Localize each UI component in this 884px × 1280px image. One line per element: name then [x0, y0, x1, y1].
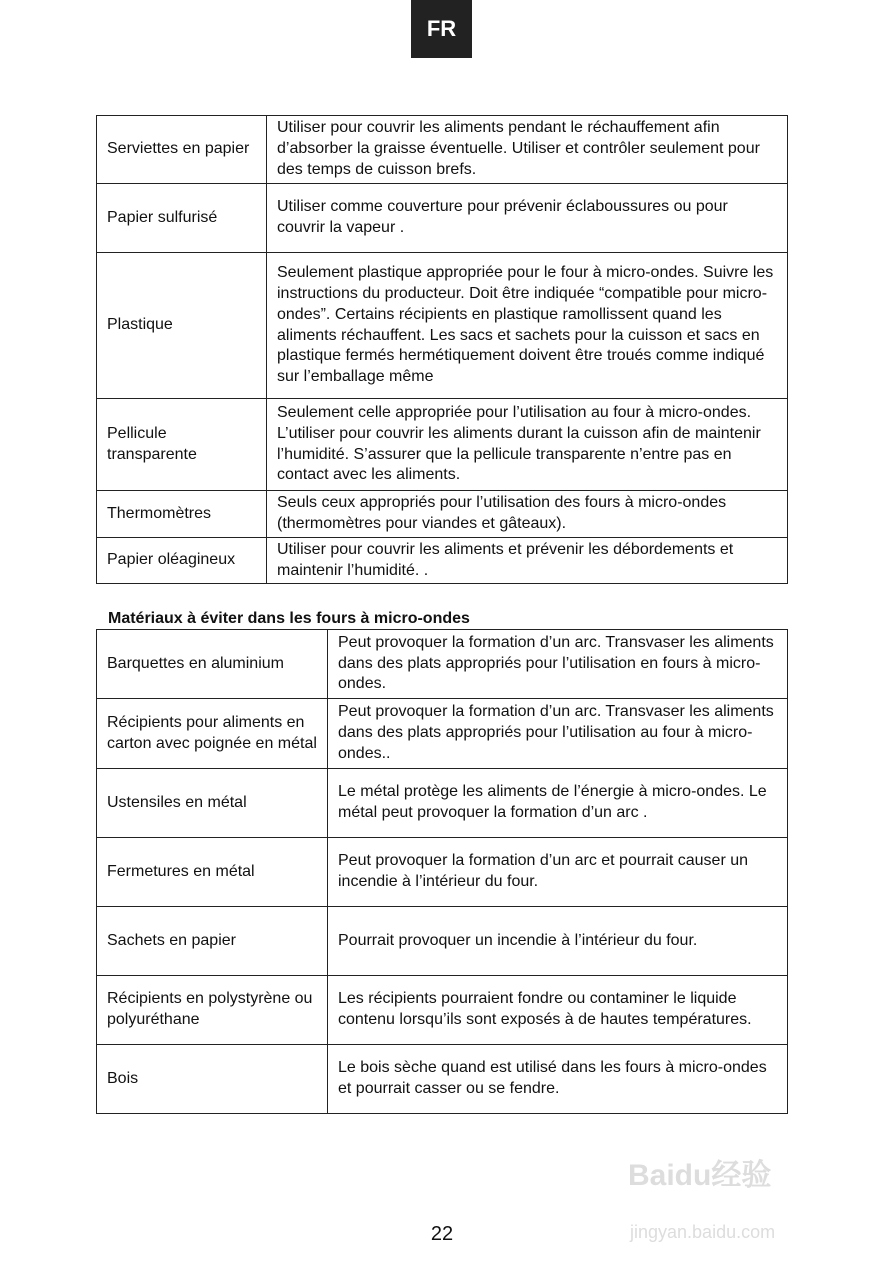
table-row	[97, 116, 788, 184]
usage-cell: Les récipients pourraient fondre ou contaminer le liquide contenu lorsqu’ils sont exposés à de hautes températures.	[328, 976, 788, 1045]
table-row	[97, 907, 788, 976]
table-row	[97, 699, 788, 769]
material-cell: Pellicule transparente	[97, 399, 267, 491]
material-cell: Papier sulfurisé	[97, 184, 267, 253]
page-number: 22	[430, 1223, 454, 1245]
material-cell: Ustensiles en métal	[97, 769, 328, 838]
baidu-watermark-logo: Baidu经验	[628, 1159, 772, 1192]
material-cell: Bois	[97, 1045, 328, 1114]
materials-to-avoid-table	[96, 629, 788, 1114]
table-row	[97, 184, 788, 253]
language-badge: FR	[411, 0, 472, 58]
usage-cell: Peut provoquer la formation d’un arc. Transvaser les aliments dans des plats appropriés pour l’utilisation en fours à micro-ondes.	[328, 630, 788, 699]
usage-cell: Utiliser comme couverture pour prévenir éclaboussures ou pour couvrir la vapeur .	[267, 184, 788, 253]
usage-cell: Seulement celle appropriée pour l’utilisation au four à micro-ondes. L’utiliser pour couvrir les aliments durant la cuisson afin de maintenir l’humidité. S’assurer que la pellicule transparente n’entre pas en contact avec les aliments.	[267, 399, 788, 491]
material-cell: Fermetures en métal	[97, 838, 328, 907]
material-cell: Serviettes en papier	[97, 116, 267, 184]
material-cell: Récipients en polystyrène ou polyuréthane	[97, 976, 328, 1045]
usage-cell: Utiliser pour couvrir les aliments et prévenir les débordements et maintenir l’humidité. .	[267, 538, 788, 584]
baidu-watermark-url: jingyan.baidu.com	[630, 1222, 776, 1242]
usage-cell: Seulement plastique appropriée pour le four à micro-ondes. Suivre les instructions du producteur. Doit être indiquée “compatible pour micro-ondes”. Certains récipients en plastique ramollissent quand les aliments réchauffent. Les sacs et sachets pour la cuisson et sacs en plastique fermés hermétiquement doivent être troués comme indiqué sur l’emballage même	[267, 253, 788, 399]
usage-cell: Le bois sèche quand est utilisé dans les fours à micro-ondes et pourrait casser ou se fendre.	[328, 1045, 788, 1114]
suitable-materials-table	[96, 115, 788, 584]
table-row	[97, 1045, 788, 1114]
usage-cell: Utiliser pour couvrir les aliments pendant le réchauffement afin d’absorber la graisse éventuelle. Utiliser et contrôler seulement pour des temps de cuisson brefs.	[267, 116, 788, 184]
usage-cell: Pourrait provoquer un incendie à l’intérieur du four.	[328, 907, 788, 976]
material-cell: Barquettes en aluminium	[97, 630, 328, 699]
section-heading: Matériaux à éviter dans les fours à micro-ondes	[108, 610, 470, 627]
material-cell: Plastique	[97, 253, 267, 399]
material-cell: Papier oléagineux	[97, 538, 267, 584]
usage-cell: Le métal protège les aliments de l’énergie à micro-ondes. Le métal peut provoquer la formation d’un arc .	[328, 769, 788, 838]
table-row	[97, 630, 788, 699]
table-row	[97, 769, 788, 838]
usage-cell: Seuls ceux appropriés pour l’utilisation des fours à micro-ondes (thermomètres pour viandes et gâteaux).	[267, 491, 788, 538]
table-row	[97, 538, 788, 584]
material-cell: Thermomètres	[97, 491, 267, 538]
usage-cell: Peut provoquer la formation d’un arc. Transvaser les aliments dans des plats appropriés pour l’utilisation au four à micro-ondes..	[328, 699, 788, 769]
table-row	[97, 976, 788, 1045]
material-cell: Récipients pour aliments en carton avec poignée en métal	[97, 699, 328, 769]
table-row	[97, 399, 788, 491]
table-row	[97, 491, 788, 538]
table-row	[97, 838, 788, 907]
usage-cell: Peut provoquer la formation d’un arc et pourrait causer un incendie à l’intérieur du four.	[328, 838, 788, 907]
material-cell: Sachets en papier	[97, 907, 328, 976]
table-row	[97, 253, 788, 399]
